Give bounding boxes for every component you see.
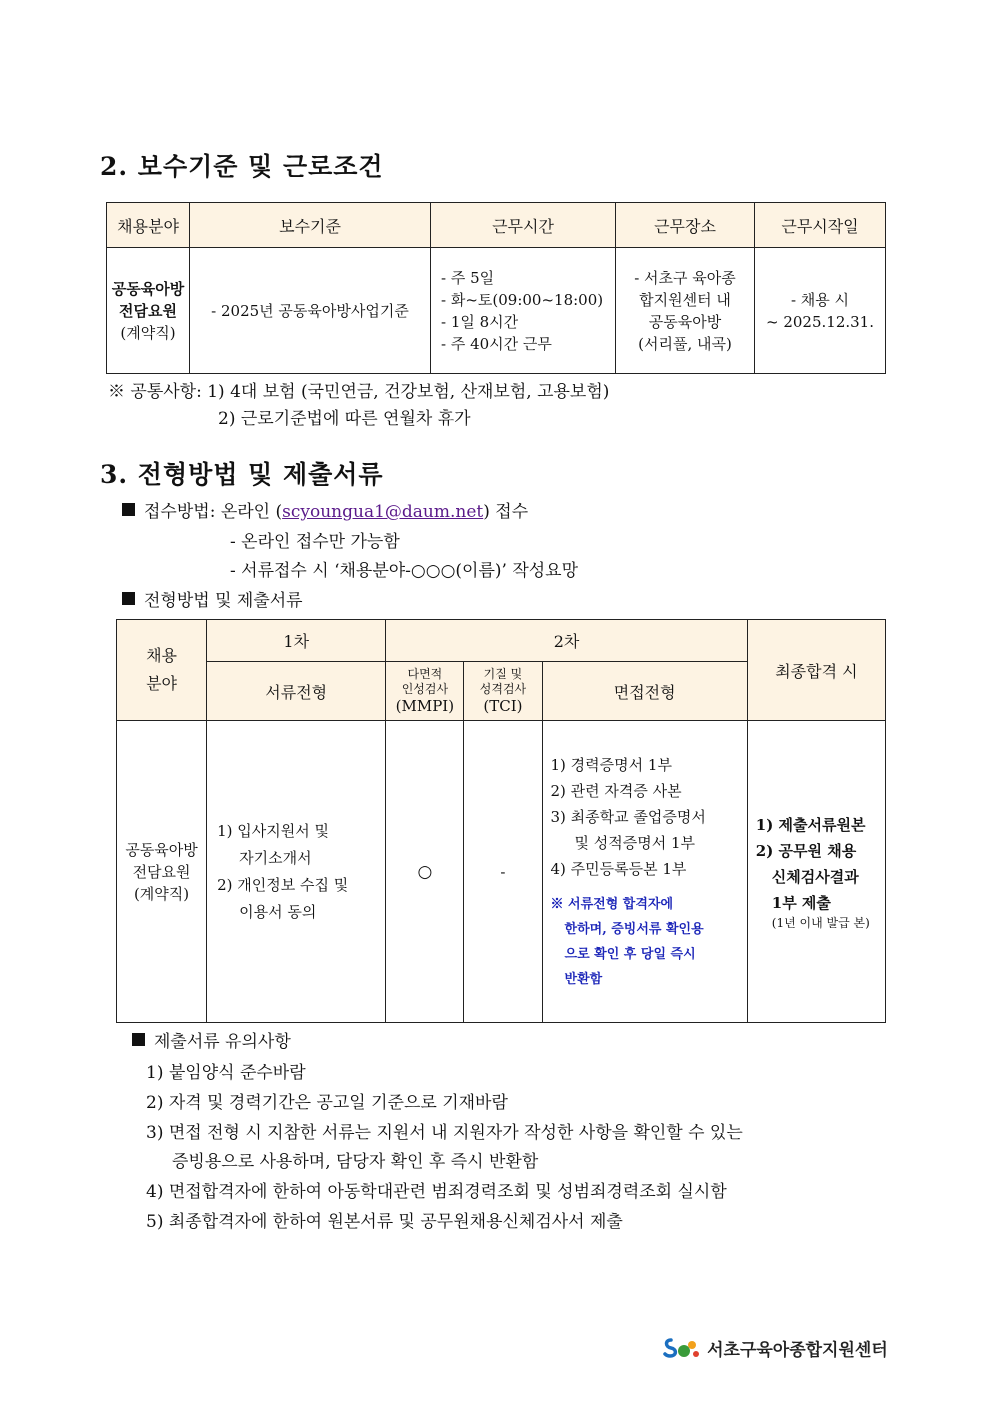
tci-line: 성격검사	[479, 682, 527, 696]
interview-cell	[542, 721, 747, 1023]
field-line: (계약직)	[133, 884, 190, 903]
method-heading	[122, 586, 303, 611]
place-cell	[616, 248, 755, 374]
interview-line: 1) 경력증명서 1부	[550, 755, 672, 774]
interview-note-line: 으로 확인 후 당일 즉시	[564, 946, 696, 962]
square-bullet-icon	[122, 592, 135, 605]
final-line: 2) 공무원 채용	[755, 842, 857, 860]
field-line: 공동육아방	[125, 840, 198, 859]
start-line: ~ 2025.12.31.	[766, 312, 874, 331]
hours-line: - 화~토(09:00~18:00)	[441, 290, 604, 309]
note-item: 2) 자격 및 경력기간은 공고일 기준으로 기재바람	[146, 1093, 508, 1113]
pay-cell: - 2025년 공동육아방사업기준	[190, 248, 431, 374]
field-line: 공동육아방	[111, 279, 185, 298]
hours-line: - 주 5일	[441, 268, 495, 287]
place-line: 공동육아방	[648, 312, 722, 331]
start-cell	[755, 248, 886, 374]
final-cell	[747, 721, 885, 1023]
header-interview: 면접전형	[542, 662, 747, 721]
hours-cell	[431, 248, 616, 374]
field-line: 전담요원	[132, 862, 191, 881]
docs-line: 1) 입사지원서 및	[217, 821, 329, 840]
place-line: (서리풀, 내곡)	[638, 334, 732, 353]
field-cell	[107, 248, 190, 374]
pay-table	[106, 202, 886, 374]
note-item-continued: 증빙용으로 사용하며, 담당자 확인 후 즉시 반환함	[172, 1152, 539, 1172]
start-line: - 채용 시	[790, 290, 850, 309]
header-round1: 1차	[207, 620, 386, 662]
field-line: (계약직)	[120, 323, 176, 342]
header-round2: 2차	[386, 620, 747, 662]
center-logo-icon	[662, 1335, 702, 1361]
interview-note-line: 반환함	[564, 971, 603, 987]
notes-heading	[132, 1027, 291, 1052]
interview-line: 4) 주민등록등본 1부	[550, 859, 687, 878]
receipt-sub-1: - 온라인 접수만 가능함	[230, 532, 400, 552]
header-mmpi	[386, 662, 464, 721]
place-line: - 서초구 육아종	[634, 268, 736, 287]
receipt-tail: ) 접수	[483, 502, 529, 522]
docs-line: 이용서 동의	[239, 902, 317, 921]
header-pay: 보수기준	[190, 203, 431, 248]
receipt-sub-2: - 서류접수 시 ‘채용분야-○○○(이름)’ 작성요망	[230, 561, 579, 581]
header-hours: 근무시간	[431, 203, 616, 248]
header-place: 근무장소	[616, 203, 755, 248]
interview-line: 3) 최종학교 졸업증명서	[550, 807, 706, 826]
mmpi-line: 인성검사	[401, 682, 449, 696]
final-line: 1부 제출	[771, 894, 831, 912]
field-cell	[117, 721, 207, 1023]
section3-title: 3. 전형방법 및 제출서류	[100, 460, 384, 489]
docs-cell	[207, 721, 386, 1023]
final-line: 1) 제출서류원본	[755, 816, 866, 834]
note-item: 4) 면접합격자에 한하여 아동학대관련 범죄경력조회 및 성범죄경력조회 실시함	[146, 1182, 727, 1202]
header-final: 최종합격 시	[747, 620, 885, 721]
mmpi-code: (MMPI)	[395, 697, 455, 715]
section2-title: 2. 보수기준 및 근로조건	[100, 152, 384, 181]
note-item: 1) 붙임양식 준수바람	[146, 1063, 306, 1083]
common-note-1: ※ 공통사항: 1) 4대 보험 (국민연금, 건강보험, 산재보험, 고용보험)	[108, 382, 610, 402]
header-field-line: 채용	[146, 646, 178, 665]
final-note: (1년 이내 발급 본)	[771, 916, 870, 930]
header-field: 채용분야	[107, 203, 190, 248]
footer-logo	[662, 1335, 888, 1361]
email-link[interactable]: scyoungua1@daum.net	[282, 502, 484, 522]
square-bullet-icon	[132, 1033, 145, 1046]
header-field	[117, 620, 207, 721]
interview-note-line: ※ 서류전형 합격자에	[550, 896, 674, 912]
tci-mark: -	[464, 721, 542, 1023]
selection-table	[116, 619, 886, 1023]
common-note-2: 2) 근로기준법에 따른 연월차 휴가	[218, 409, 471, 429]
hours-line: - 주 40시간 근무	[441, 334, 552, 353]
footer-org-name: 서초구육아종합지원센터	[707, 1340, 888, 1361]
final-line: 신체검사결과	[771, 868, 859, 886]
docs-line: 2) 개인정보 수집 및	[217, 875, 349, 894]
header-tci	[464, 662, 542, 721]
mmpi-mark: ○	[386, 721, 464, 1023]
receipt-method	[122, 497, 528, 522]
notes-title: 제출서류 유의사항	[154, 1032, 291, 1052]
header-field-line: 분야	[146, 674, 178, 693]
interview-line: 및 성적증명서 1부	[574, 833, 696, 852]
receipt-label: 접수방법: 온라인 (	[144, 502, 283, 522]
note-item: 3) 면접 전형 시 지참한 서류는 지원서 내 지원자가 작성한 사항을 확인할 수 있는	[146, 1123, 743, 1143]
docs-line: 자기소개서	[239, 848, 312, 867]
interview-note-line: 한하며, 증빙서류 확인용	[564, 921, 704, 937]
header-start: 근무시작일	[755, 203, 886, 248]
mmpi-line: 다면적	[407, 667, 443, 681]
interview-line: 2) 관련 자격증 사본	[550, 781, 682, 800]
square-bullet-icon	[122, 503, 135, 516]
place-line: 합지원센터 내	[639, 290, 731, 309]
field-line: 전담요원	[119, 301, 177, 320]
hours-line: - 1일 8시간	[441, 312, 519, 331]
note-item: 5) 최종합격자에 한하여 원본서류 및 공무원채용신체검사서 제출	[146, 1212, 623, 1232]
tci-line: 기질 및	[483, 667, 523, 681]
header-docs: 서류전형	[207, 662, 386, 721]
tci-code: (TCI)	[483, 697, 523, 715]
method-title: 전형방법 및 제출서류	[144, 591, 303, 611]
